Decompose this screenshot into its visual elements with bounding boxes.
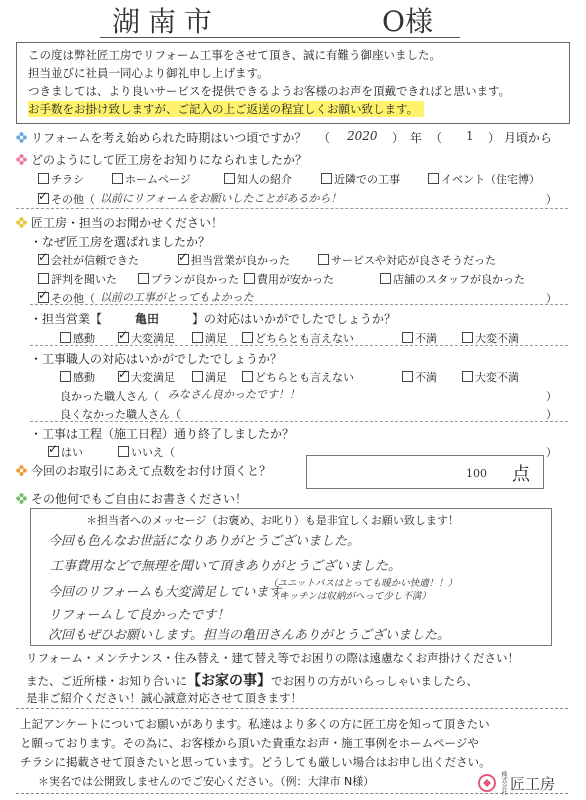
q1-open-paren-2: （ xyxy=(430,131,443,145)
divider xyxy=(16,208,568,209)
good-craftsman-text[interactable]: みなさん良かったです！！ xyxy=(168,388,300,401)
why-other-text[interactable]: 以前の工事がとってもよかった xyxy=(100,291,254,304)
checkbox[interactable] xyxy=(192,371,203,382)
checkbox[interactable] xyxy=(118,446,129,457)
craft-option-0[interactable]: 感動 xyxy=(60,369,95,385)
checkbox[interactable] xyxy=(321,173,332,184)
checkbox[interactable] xyxy=(462,371,473,382)
logo-text: 匠工房 xyxy=(510,774,556,793)
divider xyxy=(30,304,568,305)
q3-row xyxy=(16,214,223,231)
craft-option-5[interactable]: 大変不満 xyxy=(462,369,519,385)
comment-note: ＊担当者へのメッセージ（お褒め、お叱り）も是非宜しくお願い致します！ xyxy=(86,514,459,527)
checkbox-checked[interactable] xyxy=(38,193,49,204)
checkbox-checked[interactable] xyxy=(118,371,129,382)
sales-option-4[interactable]: 不満 xyxy=(402,330,437,346)
checkbox[interactable] xyxy=(244,273,255,284)
comment-aside-2[interactable]: （キッチンは収納がへって少し不満） xyxy=(270,591,431,602)
q1-year-unit: 年 xyxy=(410,131,423,145)
checkbox[interactable] xyxy=(138,273,149,284)
comment-line-5[interactable]: 次回もぜひお願いします。担当の亀田さんありがとうございました。 xyxy=(48,628,450,643)
q2-option-1[interactable]: ホームページ xyxy=(112,171,191,187)
footer-line-3: 是非ご紹介ください！誠心誠意対応させて頂きます！ xyxy=(26,691,302,705)
sales-option-1[interactable]: ✓ 大変満足 xyxy=(118,330,175,346)
footer-line-2 xyxy=(26,670,478,690)
checkbox-checked[interactable] xyxy=(48,446,59,457)
schedule-label: ・工事は工程（施工日程）通り終了しましたか？ xyxy=(30,427,295,441)
good-craftsman-label: 良かった職人さん（ xyxy=(60,390,159,403)
request-line-3: チラシに掲載させて頂きたいと思っています。どうしても厳しい場合はお申し出ください。 xyxy=(20,755,491,769)
q1-open-paren: （ xyxy=(318,131,331,145)
checkbox[interactable] xyxy=(318,254,329,265)
q2-row xyxy=(16,151,307,168)
comment-aside-1[interactable]: （ユニットバスはとっても暖かい快適！！） xyxy=(268,578,458,589)
why-option-6[interactable]: 店舗のスタッフが良かった xyxy=(380,271,525,287)
schedule-close: ） xyxy=(546,446,557,459)
why-other[interactable]: ✓その他（ xyxy=(38,290,95,306)
checkbox[interactable] xyxy=(242,332,253,343)
sales-option-3[interactable]: どちらとも言えない xyxy=(242,330,354,346)
q1-year-value[interactable]: 2020 xyxy=(347,129,378,143)
q2-label: どのようにして匠工房をお知りになられましたか？ xyxy=(31,153,308,167)
checkbox[interactable] xyxy=(224,173,235,184)
city-name: 湖南市 xyxy=(112,5,221,38)
sales-post: 】の対応はいかがでしたでしょうか？ xyxy=(192,312,397,326)
flower-icon xyxy=(16,493,27,504)
q1-month-unit: 月頃から xyxy=(504,131,553,145)
intro-line-3: つきましては、より良いサービスを提供できるようお客様のお声を頂戴できればと思います。 xyxy=(28,84,511,98)
comment-line-4[interactable]: リフォームして良かったです！ xyxy=(48,608,230,623)
q3-label: 匠工房・担当のお聞かせください！ xyxy=(31,216,224,230)
q1-close-paren-2: ） xyxy=(488,131,501,145)
checkbox[interactable] xyxy=(60,332,71,343)
checkbox-checked[interactable] xyxy=(118,332,129,343)
intro-line-4: お手数をお掛け致しますが、ご記入の上ご返送の程宜しくお願い致します。 xyxy=(28,101,424,117)
checkbox-checked[interactable] xyxy=(38,254,49,265)
q2-option-2[interactable]: 知人の紹介 xyxy=(224,171,292,187)
q1-close-paren-1: ） xyxy=(392,131,405,145)
craft-option-3[interactable]: どちらとも言えない xyxy=(242,369,354,385)
footer-line-1: リフォーム・メンテナンス・住み替え・建て替え等でお困りの際は遠慮なくお声掛けください！ xyxy=(26,651,519,665)
sales-option-2[interactable]: 満足 xyxy=(192,330,227,346)
comment-line-2[interactable]: 工事費用などで無理を聞いて頂きありがとうございました。 xyxy=(50,559,402,574)
logo-mark-icon xyxy=(478,774,496,792)
footer-line-2-pre: また、ご近所様・お知り合いに xyxy=(26,674,187,688)
why-option-3[interactable]: 評判を聞いた xyxy=(38,271,117,287)
checkbox[interactable] xyxy=(242,371,253,382)
request-line-1: 上記アンケートについてお願いがあります。私達はより多くの方に匠工房を知って頂きたい xyxy=(20,717,490,731)
checkbox-checked[interactable] xyxy=(38,292,49,303)
sales-option-5[interactable]: 大変不満 xyxy=(462,330,519,346)
why-other-close: ） xyxy=(546,292,557,305)
checkbox[interactable] xyxy=(192,332,203,343)
divider xyxy=(30,345,568,346)
sales-name[interactable]: 亀田 xyxy=(135,312,160,326)
logo-small-text: 株式会社 xyxy=(500,771,507,795)
request-line-2: と願っております。その為に、お客様から頂いた貴重なお声・施工事例をホームページや xyxy=(20,736,479,750)
footer-line-2-post: でお困りの方がいらっしゃいましたら、 xyxy=(271,674,478,688)
craft-option-2[interactable]: 満足 xyxy=(192,369,227,385)
score-value[interactable]: 100 xyxy=(466,467,487,480)
checkbox[interactable] xyxy=(428,173,439,184)
why-option-0[interactable]: ✓会社が信頼できた xyxy=(38,252,139,268)
why-option-2[interactable]: サービスや対応が良さそうだった xyxy=(318,252,496,268)
flower-icon xyxy=(16,154,27,165)
schedule-option-no[interactable]: いいえ（ xyxy=(118,444,175,460)
sales-option-0[interactable]: 感動 xyxy=(60,330,95,346)
q1-row xyxy=(16,129,306,146)
craftsman-label: ・工事職人の対応はいかがでしたでしょうか？ xyxy=(30,352,283,366)
checkbox[interactable] xyxy=(60,371,71,382)
divider xyxy=(30,421,568,422)
flower-icon xyxy=(16,217,27,228)
why-option-1[interactable]: ✓ 担当営業が良かった xyxy=(178,252,290,268)
why-option-4[interactable]: プランが良かった xyxy=(138,271,239,287)
sales-question xyxy=(30,310,396,327)
score-box[interactable] xyxy=(306,455,544,489)
q2-other[interactable]: ✓その他（ xyxy=(38,191,95,207)
flower-icon xyxy=(16,132,27,143)
intro-line-2: 担当並びに社員一同心より御礼申し上げます。 xyxy=(28,66,269,80)
comment-line-3[interactable]: 今回のリフォームも大変満足しています。 xyxy=(48,585,294,600)
why-option-5[interactable]: 費用が安かった xyxy=(244,271,334,287)
score-unit: 点 xyxy=(512,464,530,485)
checkbox[interactable] xyxy=(38,273,49,284)
checkbox[interactable] xyxy=(462,332,473,343)
header-underline xyxy=(100,37,460,38)
q4-row xyxy=(16,462,271,479)
checkbox[interactable] xyxy=(38,173,49,184)
footer-line-2-mid: 【お家の事】 xyxy=(187,673,271,689)
checkbox-checked[interactable] xyxy=(178,254,189,265)
q2-option-3[interactable]: 近隣での工事 xyxy=(321,171,400,187)
q2-option-0[interactable]: チラシ xyxy=(38,171,84,187)
good-craftsman-close: ） xyxy=(546,390,557,403)
q4-label: 今回のお取引にあえて点数をお付け頂くと？ xyxy=(31,464,272,478)
bad-craftsman-label: 良くなかった職人さん（ xyxy=(60,408,181,421)
sales-pre: ・担当営業【 xyxy=(30,312,103,326)
craft-option-4[interactable]: 不満 xyxy=(402,369,437,385)
q2-other-text[interactable]: 以前にリフォームをお願いしたことがあるから！ xyxy=(100,192,342,205)
checkbox[interactable] xyxy=(112,173,123,184)
checkbox[interactable] xyxy=(402,371,413,382)
flower-icon xyxy=(16,465,27,476)
q5-row xyxy=(16,490,247,507)
checkbox[interactable] xyxy=(380,273,391,284)
checkbox[interactable] xyxy=(402,332,413,343)
q1-label: リフォームを考え始められた時期はいつ頃ですか？ xyxy=(31,131,307,145)
request-line-4: ＊実名では公開致しませんのでご安心ください。（例：大津市 N様） xyxy=(38,775,375,788)
q3-why-label: ・なぜ匠工房を選ばれましたか？ xyxy=(30,235,211,249)
customer-name: O様 xyxy=(382,5,433,38)
craft-option-1[interactable]: ✓ 大変満足 xyxy=(118,369,175,385)
company-logo xyxy=(478,771,555,795)
comment-line-1[interactable]: 今回も色んなお世話になりありがとうございました。 xyxy=(48,534,361,549)
schedule-option-yes[interactable]: ✓はい xyxy=(48,444,83,460)
bad-craftsman-close: ） xyxy=(546,408,557,421)
q2-other-close: ） xyxy=(546,193,557,206)
q5-label: その他何でもご自由にお書きください！ xyxy=(31,492,248,506)
intro-line-1: この度は弊社匠工房でリフォーム工事をさせて頂き、誠に有難う御座いました。 xyxy=(28,48,441,62)
q1-month-value[interactable]: 1 xyxy=(466,129,474,143)
q2-option-4[interactable]: イベント（住宅博） xyxy=(428,171,540,187)
